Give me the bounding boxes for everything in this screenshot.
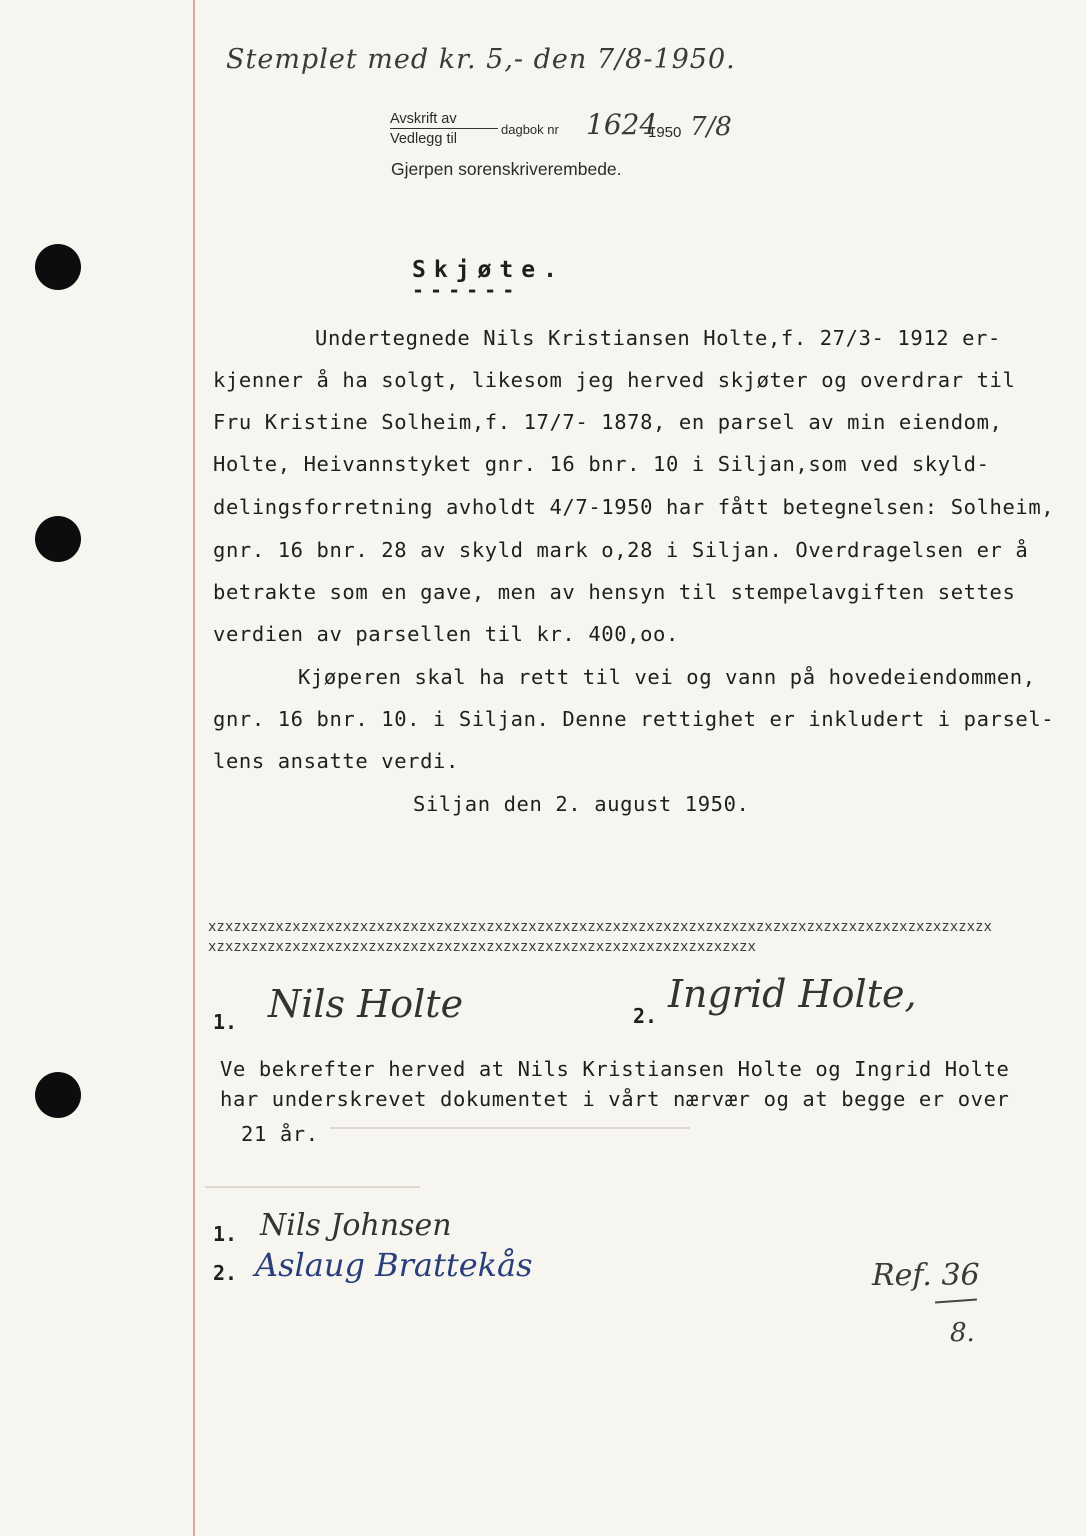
signature-2-number: 2. [633,1004,658,1028]
signature-ingrid-holte: Ingrid Holte, [668,972,917,1016]
faint-mark [330,1127,690,1129]
body-line: Undertegnede Nils Kristiansen Holte,f. 27/3- 1912 er- [315,326,1001,350]
dagbok-number: 1624 [586,108,658,141]
punch-hole-top [35,244,81,290]
body-line: Fru Kristine Solheim,f. 17/7- 1878, en parsel av min eiendom, [213,410,1003,434]
punch-hole-middle [35,516,81,562]
dagbok-date: 7/8 [690,112,732,142]
place-date: Siljan den 2. august 1950. [413,792,750,816]
margin-line [193,0,195,1536]
stamp-fee-note: Stemplet med kr. 5,- den 7/8-1950. [226,44,736,75]
witness-1-number: 1. [213,1222,238,1246]
title-underline: ------ [412,278,521,302]
body-line: Kjøperen skal ha rett til vei og vann på hovedeiendommen, [298,665,1036,689]
signature-1-number: 1. [213,1010,238,1034]
crossed-out-row: xzxzxzxzxzxzxzxzxzxzxzxzxzxzxzxzxzxzxzxzxzxzxzxzxzxzxzxzxzxzxzxzxzxzxzxzxzxzxzxzxzxzxzxzxzxzx [208,919,992,935]
body-line: gnr. 16 bnr. 10. i Siljan. Denne rettighet er inkludert i parsel- [213,707,1055,731]
witness-1-signature: Nils Johnsen [260,1208,452,1243]
signature-nils-holte: Nils Holte [268,982,464,1026]
body-line: delingsforretning avholdt 4/7-1950 har fått betegnelsen: Solheim, [213,495,1055,519]
office-name: Gjerpen sorenskriverembede. [391,159,622,179]
stamp-dagbok-label: dagbok nr [501,122,559,137]
witness-2-number: 2. [213,1261,238,1285]
stamp-vedlegg: Vedlegg til [390,131,457,147]
punch-hole-bottom [35,1072,81,1118]
faint-mark [205,1186,420,1188]
stamp-divider [390,128,498,129]
stamp-avskrift: Avskrift av [390,111,457,127]
witness-line: har underskrevet dokumentet i vårt nærvær og at begge er over [220,1087,1010,1111]
crossed-out-row: xzxzxzxzxzxzxzxzxzxzxzxzxzxzxzxzxzxzxzxzxzxzxzxzxzxzxzxzxzxzxzxzx [208,939,756,955]
reference-note: Ref. 36 [872,1258,980,1293]
body-line: lens ansatte verdi. [213,749,459,773]
witness-2-signature: Aslaug Brattekås [255,1246,533,1284]
body-line: verdien av parsellen til kr. 400,oo. [213,622,679,646]
body-line: betrakte som en gave, men av hensyn til stempelavgiften settes [213,580,1016,604]
witness-line: 21 år. [241,1122,319,1146]
witness-line: Ve bekrefter herved at Nils Kristiansen Holte og Ingrid Holte [220,1057,1010,1081]
body-line: gnr. 16 bnr. 28 av skyld mark o,28 i Siljan. Overdragelsen er å [213,538,1029,562]
document-title: Skjøte. [412,257,565,283]
reference-fraction-line [935,1299,977,1304]
body-line: kjenner å ha solgt, likesom jeg herved skjøter og overdrar til [213,368,1016,392]
dagbok-year: 1950 [648,124,682,141]
body-line: Holte, Heivannstyket gnr. 16 bnr. 10 i Siljan,som ved skyld- [213,452,990,476]
reference-note-bottom: 8. [950,1318,975,1348]
